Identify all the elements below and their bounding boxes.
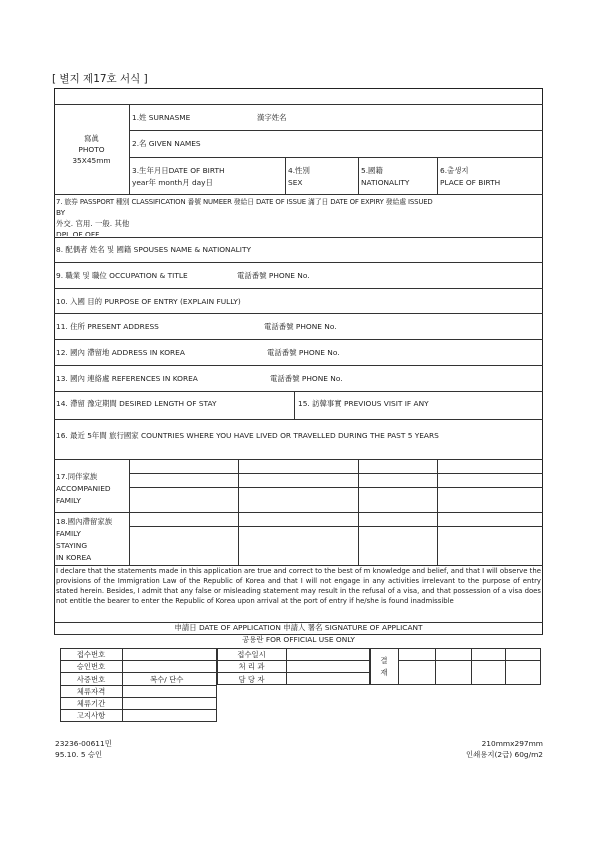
sex-label-hanja: 4.性別: [288, 166, 310, 175]
occupation-label: 9. 職業 및 職位 OCCUPATION & TITLE: [56, 271, 188, 280]
rule: [60, 697, 217, 698]
rule: [54, 313, 543, 314]
declaration-text: I declare that the statements made in this application are true and correct to the best of m knowledge and belief, and that I will observe the provisions of the Immigration Law of the Republic of Korea and that I will not engage in any activities irrelevant to the purpose of entry stated herein. Besides, I admit that any false or misleading statement may result in the refusal of a visa, and that possession of a visa does not entitle the bearer to enter the Republic of Korea upon arrival at the port of entry if he/she is found inadmissible: [56, 567, 541, 605]
photo-size: 35X45mm: [72, 156, 111, 165]
rule: [129, 473, 543, 474]
accompanied-family-label: [56, 471, 111, 507]
rule: [217, 660, 370, 661]
passport-row: [55, 195, 542, 236]
receipt-number-label: 접수번호: [76, 650, 106, 659]
accompanied-family-hanja: 17.同伴家族: [56, 472, 98, 481]
rule: [54, 262, 543, 263]
receipt-date-label: 접수일시: [237, 650, 266, 659]
signature-line: 申請日 DATE OF APPLICATION 申請人 署名 SIGNATURE OF APPLICANT: [174, 623, 423, 632]
korea-address-label: 12. 國內 滯留地 ADDRESS IN KOREA: [56, 348, 185, 357]
approval-number-label: 승인번호: [76, 662, 106, 671]
rule: [129, 130, 543, 131]
passport-label: 7. 旅券 PASSPORT 種別 CLASSIFICATION 番號 NUMEER 發給日 DATE OF ISSUE 滿了日 DATE OF EXPIRY 發給處 ISSUED: [56, 198, 433, 206]
family-in-korea-text-3: IN KOREA: [56, 553, 92, 562]
nationality-label: NATIONALITY: [361, 178, 410, 187]
spouse-label: 8. 配偶者 姓名 및 國籍 SPOUSES NAME & NATIONALITY: [56, 245, 251, 254]
rule: [129, 526, 543, 527]
present-address-label: 11. 住所 PRESENT ADDRESS: [56, 322, 159, 331]
hanja-name-label: 漢字姓名: [257, 113, 287, 122]
rule: [437, 459, 438, 565]
nationality-label-hanja: 5.國籍: [361, 166, 383, 175]
references-label: 13. 國內 連絡處 REFERENCES IN KOREA: [56, 374, 198, 383]
previous-visit-label: 15. 訪韓事實 PREVIOUS VISIT IF ANY: [298, 399, 429, 408]
rule: [471, 648, 472, 685]
birthplace-label-korean: 6.출생지: [440, 166, 469, 175]
dob-label: 3.生年月日DATE OF BIRTH: [132, 166, 225, 175]
visa-number-label: 사증번호: [76, 675, 106, 684]
rule: [60, 685, 217, 686]
rule: [54, 365, 543, 366]
rule: [129, 487, 543, 488]
family-in-korea-text: FAMILY: [56, 529, 81, 538]
rule: [54, 512, 543, 513]
birthplace-label: PLACE OF BIRTH: [440, 178, 501, 187]
rule: [54, 104, 543, 105]
length-of-stay-label: 14. 滯留 豫定期間 DESIRED LENGTH OF STAY: [56, 399, 217, 408]
photo-label-hanja: 寫眞: [84, 134, 99, 143]
phone-label: 電話番號 PHONE No.: [264, 322, 337, 331]
approval-date: 95.10. 5 승인: [55, 750, 103, 759]
rule: [129, 459, 130, 565]
period-of-stay-label: 체류기간: [76, 699, 106, 708]
phone-label: 電話番號 PHONE No.: [270, 374, 343, 383]
paper-spec: 인쇄용지(2급) 60g/m2: [465, 750, 543, 759]
rule: [60, 660, 217, 661]
rule: [435, 648, 436, 685]
rule: [217, 672, 370, 673]
rule: [358, 459, 359, 565]
rule: [505, 648, 506, 685]
status-of-stay-label: 체류자격: [76, 687, 106, 696]
passport-issued-by: BY: [56, 208, 66, 217]
rule: [238, 459, 239, 565]
photo-label: PHOTO: [78, 145, 105, 154]
family-in-korea-hanja: 18.國內滯留家族: [56, 517, 113, 526]
approval-table: [370, 648, 541, 685]
processing-dept-label: 처 리 과: [238, 662, 265, 671]
form-code: 23236-00611민: [55, 739, 112, 748]
phone-label: 電話番號 PHONE No.: [237, 271, 310, 280]
approval-label-1: 결: [380, 656, 388, 665]
rule: [294, 391, 295, 419]
visa-type-note: 복수/ 단수: [150, 675, 184, 684]
accompanied-family-text-2: FAMILY: [56, 496, 81, 505]
rule: [398, 660, 541, 661]
rule: [54, 391, 543, 392]
officer-in-charge-label: 담 당 자: [238, 675, 265, 684]
dob-format: year年 month月 day日: [132, 178, 213, 187]
rule: [129, 157, 543, 158]
sex-label: SEX: [288, 178, 303, 187]
rule: [54, 237, 543, 238]
purpose-label: 10. 入國 目的 PURPOSE OF ENTRY (EXPLAIN FULLY): [56, 297, 241, 306]
photo-box: [54, 133, 129, 166]
rule: [398, 648, 399, 685]
surname-label: 1.姓 SURNASME: [132, 113, 191, 122]
family-in-korea-label: [56, 516, 112, 564]
family-in-korea-text-2: STAYING: [56, 541, 88, 550]
phone-label: 電話番號 PHONE No.: [267, 348, 340, 357]
rule: [54, 339, 543, 340]
rule: [437, 157, 438, 194]
rule: [54, 459, 543, 460]
rule: [60, 709, 217, 710]
rule: [54, 288, 543, 289]
official-use-title: 공용란 FOR OFFICIAL USE ONLY: [242, 635, 355, 644]
rule: [54, 419, 543, 420]
rule: [60, 672, 217, 673]
approval-label-2: 재: [380, 668, 388, 677]
notice-label: 고지사항: [76, 711, 106, 720]
given-names-label: 2.名 GIVEN NAMES: [132, 139, 201, 148]
paper-size: 210mmx297mm: [481, 739, 543, 748]
countries-label: 16. 最近 5年間 旅行國家 COUNTRIES WHERE YOU HAVE LIVED OR TRAVELLED DURING THE PAST 5 YEARS: [56, 431, 439, 440]
rule: [285, 157, 286, 194]
rule: [286, 648, 287, 685]
passport-class-abbrev: DPL OF OFF: [56, 230, 100, 236]
rule: [129, 104, 130, 194]
passport-class-options: 外交. 官用. 一般. 其他: [56, 219, 130, 228]
accompanied-family-text: ACCOMPANIED: [56, 484, 111, 493]
rule: [358, 157, 359, 194]
form-number-title: [ 별지 제17호 서식 ]: [52, 73, 148, 85]
